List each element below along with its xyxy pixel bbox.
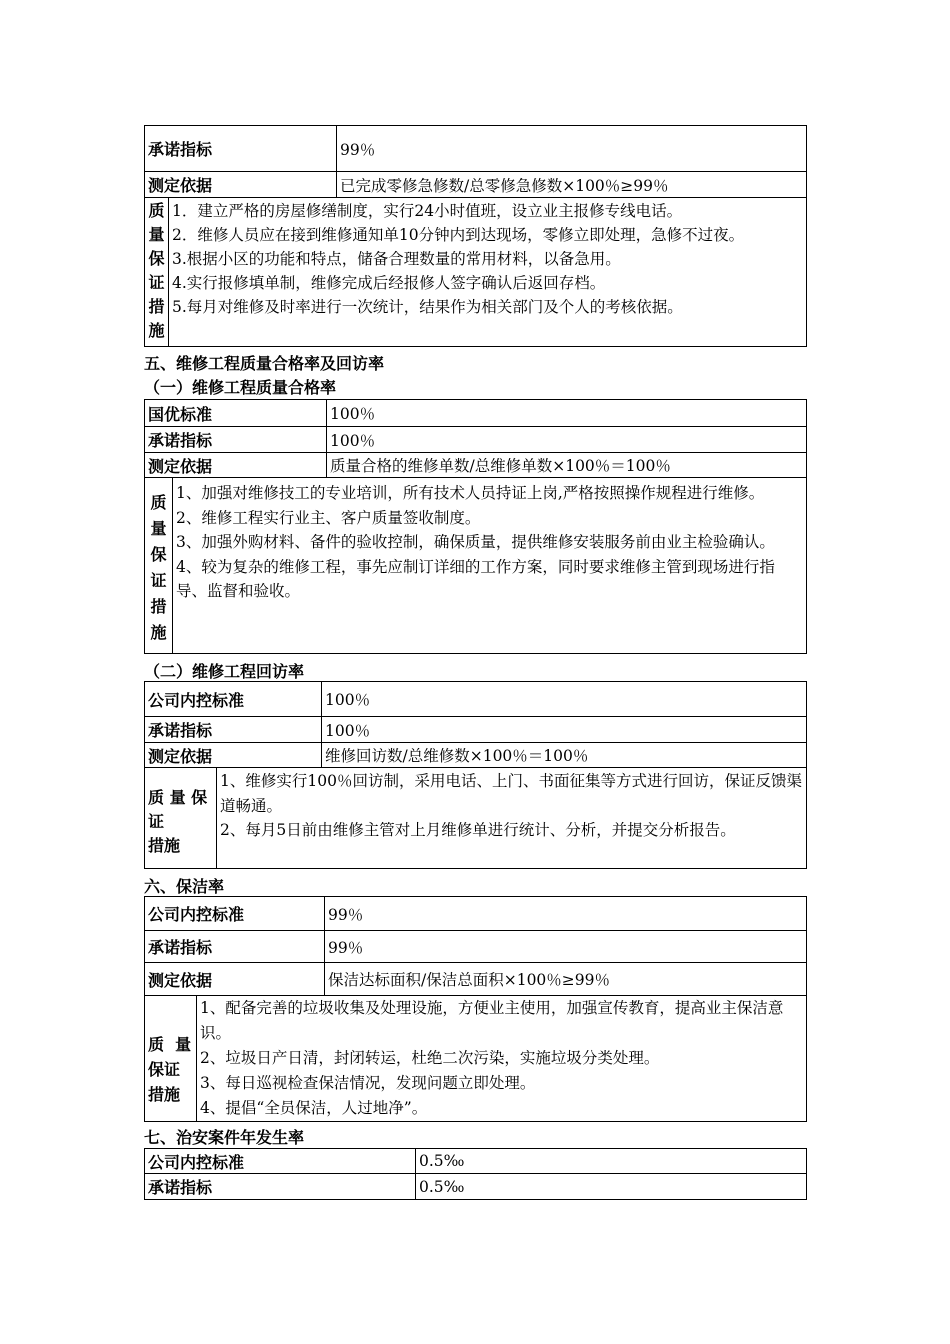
measure-item: 4.实行报修填单制，维修完成后经报修人签字确认后返回存档。 xyxy=(172,274,606,292)
row-value: 0.5‰ xyxy=(419,1152,465,1170)
row-value: 0.5‰ xyxy=(419,1177,465,1196)
row-value: 维修回访数/总维修数×100％＝100％ xyxy=(325,747,589,765)
measures-label-char: 量 xyxy=(150,519,167,538)
maintenance-timeliness-table xyxy=(144,125,807,347)
measure-item: 3、每日巡视检查保洁情况，发现问题立即处理。 xyxy=(200,1074,536,1092)
measures-label-char: 措 xyxy=(148,297,165,316)
row-label: 承诺指标 xyxy=(145,931,325,962)
section-title: 五、维修工程质量合格率及回访率 xyxy=(144,354,385,373)
measure-item: 2、垃圾日产日清，封闭转运，杜绝二次污染，实施垃圾分类处理。 xyxy=(200,1049,660,1067)
row-value: 保洁达标面积/保洁总面积×100％≥99％ xyxy=(328,971,611,989)
table-row xyxy=(145,427,806,453)
measures-label-char: 措 xyxy=(150,597,167,616)
measures-label-char: 质 量 xyxy=(148,1035,192,1054)
measure-item: 4、提倡“全员保洁，人过地净”。 xyxy=(200,1099,428,1117)
row-label: 承诺指标 xyxy=(145,1174,416,1199)
row-label: 测定依据 xyxy=(145,172,337,197)
row-label: 承诺指标 xyxy=(145,717,322,742)
measures-label xyxy=(145,768,217,868)
measures-label-char: 保证 xyxy=(148,1060,181,1079)
table-row xyxy=(145,682,806,717)
measure-item: 1．建立严格的房屋修缮制度，实行24小时值班，设立业主报修专线电话。 xyxy=(172,202,683,220)
security-incident-table xyxy=(144,1148,807,1200)
measure-item: 1、配备完善的垃圾收集及处理设施，方便业主使用，加强宣传教育，提高业主保洁意识。 xyxy=(200,999,784,1042)
row-label: 承诺指标 xyxy=(145,126,337,171)
measures-label xyxy=(145,198,169,346)
measures-text xyxy=(169,198,806,346)
measures-label xyxy=(145,478,173,653)
subsection-title: （二）维修工程回访率 xyxy=(144,662,305,681)
quality-measures-row xyxy=(145,478,806,653)
measures-label-char: 质 量 保 xyxy=(148,788,208,807)
measure-item: 3、加强外购材料、备件的验收控制，确保质量，提供维修安装服务前由业主检验确认。 xyxy=(176,533,775,551)
quality-measures-row xyxy=(145,768,806,868)
measure-item: 4、较为复杂的维修工程，事先应制订详细的工作方案，同时要求维修主管到现场进行指导、监督和验收。 xyxy=(176,557,775,600)
quality-measures-row xyxy=(145,198,806,346)
measures-label xyxy=(145,996,197,1121)
row-label: 测定依据 xyxy=(145,963,325,995)
table-row xyxy=(145,931,806,963)
measure-item: 2．维修人员应在接到维修通知单10分钟内到达现场，零修立即处理，急修不过夜。 xyxy=(172,226,745,244)
table-row xyxy=(145,743,806,768)
row-value: 99％ xyxy=(328,905,364,924)
table-row xyxy=(145,126,806,172)
row-label: 公司内控标准 xyxy=(145,1149,416,1173)
measure-item: 5.每月对维修及时率进行一次统计，结果作为相关部门及个人的考核依据。 xyxy=(172,298,683,316)
measures-label-char: 量 xyxy=(148,225,165,244)
row-value: 100％ xyxy=(330,405,376,423)
measure-item: 2、维修工程实行业主、客户质量签收制度。 xyxy=(176,508,481,527)
measures-label-char: 施 xyxy=(148,321,165,340)
row-label: 公司内控标准 xyxy=(145,682,322,716)
row-value: 已完成零修急修数/总零修急修数×100％≥99％ xyxy=(340,176,669,195)
measures-text xyxy=(217,768,806,868)
section-title: 六、保洁率 xyxy=(144,877,225,896)
measures-label-char: 证 xyxy=(148,273,165,292)
measures-label-char: 证 xyxy=(150,571,167,590)
row-label: 国优标准 xyxy=(145,400,327,426)
table-row xyxy=(145,897,806,931)
row-label: 测定依据 xyxy=(145,743,322,767)
table-row xyxy=(145,400,806,427)
measures-label-char: 施 xyxy=(150,623,167,642)
table-row xyxy=(145,1174,806,1199)
measures-label-char: 保 xyxy=(148,249,165,268)
measures-label-char: 质 xyxy=(150,493,167,512)
table-row xyxy=(145,717,806,743)
row-label: 承诺指标 xyxy=(145,427,327,452)
row-label: 测定依据 xyxy=(145,453,327,477)
measure-item: 1、维修实行100％回访制，采用电话、上门、书面征集等方式进行回访，保证反馈渠道畅通。 xyxy=(220,772,802,815)
measures-label-char: 质 xyxy=(148,201,165,220)
measures-label-char: 措施 xyxy=(148,1085,181,1104)
quality-pass-rate-table xyxy=(144,399,807,654)
measure-item: 3.根据小区的功能和特点，储备合理数量的常用材料，以备急用。 xyxy=(172,250,621,268)
table-row xyxy=(145,963,806,996)
measures-text xyxy=(197,996,806,1121)
cleaning-rate-table xyxy=(144,896,807,1122)
row-value: 100％ xyxy=(325,721,371,740)
measures-label-char: 证 xyxy=(148,812,165,831)
row-value: 质量合格的维修单数/总维修单数×100％＝100％ xyxy=(330,457,671,475)
row-label: 公司内控标准 xyxy=(145,897,325,930)
measure-item: 1、加强对维修技工的专业培训，所有技术人员持证上岗,严格按照操作规程进行维修。 xyxy=(176,484,765,502)
measures-text xyxy=(173,478,806,653)
table-row xyxy=(145,172,806,198)
section-title: 七、治安案件年发生率 xyxy=(144,1128,305,1147)
row-value: 100％ xyxy=(325,691,371,709)
revisit-rate-table xyxy=(144,681,807,869)
measures-label-char: 保 xyxy=(150,545,167,564)
row-value: 99％ xyxy=(328,938,364,957)
table-row xyxy=(145,453,806,478)
measures-label-char: 措施 xyxy=(148,836,181,855)
measure-item: 2、每月5日前由维修主管对上月维修单进行统计、分析，并提交分析报告。 xyxy=(220,821,736,839)
row-value: 99％ xyxy=(340,140,376,159)
table-row xyxy=(145,1149,806,1174)
row-value: 100％ xyxy=(330,431,376,450)
quality-measures-row xyxy=(145,996,806,1121)
subsection-title: （一）维修工程质量合格率 xyxy=(144,378,337,397)
